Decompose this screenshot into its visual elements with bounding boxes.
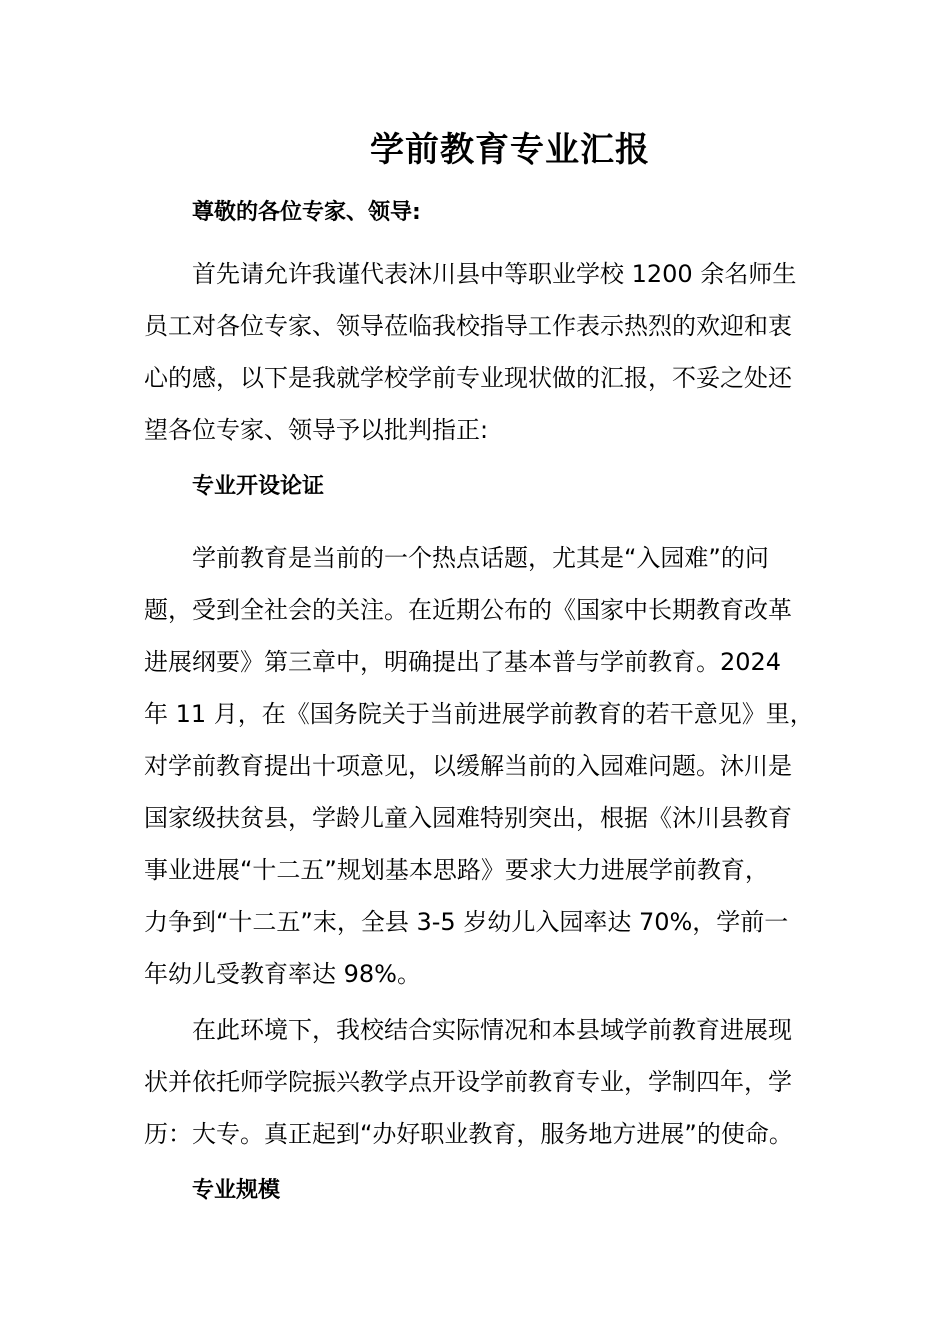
section-heading-scale: 专业规模	[192, 1178, 281, 1203]
section-heading-rationale: 专业开设论证	[192, 474, 325, 499]
paragraph-line: 国家级扶贫县，学龄儿童入园难特别突出，根据《沐川县教育	[144, 804, 792, 832]
paragraph-line: 在此环境下，我校结合实际情况和本县域学前教育进展现	[192, 1016, 792, 1044]
paragraph-line: 员工对各位专家、领导莅临我校指导工作表示热烈的欢迎和衷	[144, 312, 792, 340]
paragraph-line: 事业进展“十二五”规划基本思路》要求大力进展学前教育，	[144, 856, 769, 884]
paragraph-line: 学前教育是当前的一个热点话题，尤其是“入园难”的问	[192, 544, 769, 572]
paragraph-line: 首先请允许我谨代表沐川县中等职业学校 1200 余名师生	[192, 260, 797, 288]
paragraph-line: 力争到“十二五”末，全县 3-5 岁幼儿入园率达 70%，学前一	[144, 908, 789, 936]
paragraph-intro	[144, 248, 820, 456]
document-title: 学前教育专业汇报	[370, 130, 650, 170]
paragraph-line: 心的感，以下是我就学校学前专业现状做的汇报，不妥之处还	[144, 364, 792, 392]
greeting-line: 尊敬的各位专家、领导:	[192, 200, 421, 225]
paragraph-line: 望各位专家、领导予以批判指正:	[144, 416, 489, 444]
paragraph-context	[144, 1004, 820, 1160]
paragraph-line: 年 11 月，在《国务院关于当前进展学前教育的若干意见》里，	[144, 700, 814, 728]
paragraph-line: 题，受到全社会的关注。在近期公布的《国家中长期教育改革	[144, 596, 792, 624]
paragraph-line: 状并依托师学院振兴教学点开设学前教育专业，学制四年，学	[144, 1068, 792, 1096]
paragraph-line: 年幼儿受教育率达 98%。	[144, 960, 421, 988]
paragraph-line: 对学前教育提出十项意见，以缓解当前的入园难问题。沐川是	[144, 752, 792, 780]
paragraph-line: 历：大专。真正起到“办好职业教育，服务地方进展”的使命。	[144, 1120, 793, 1148]
paragraph-rationale	[144, 532, 820, 1000]
paragraph-line: 进展纲要》第三章中，明确提出了基本普与学前教育。2024	[144, 648, 782, 676]
